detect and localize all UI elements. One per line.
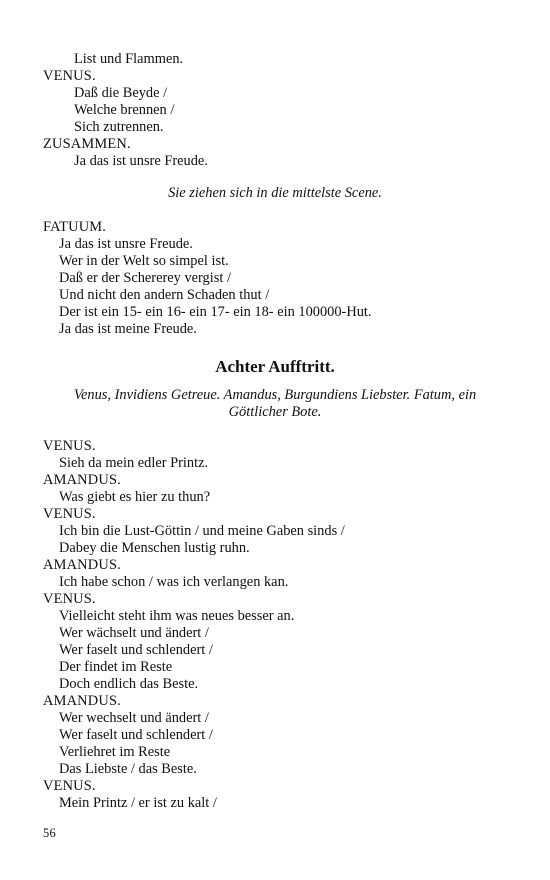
- verse-line: Ja das ist unsre Freude.: [74, 153, 208, 169]
- speaker-name: FATUUM.: [43, 219, 107, 235]
- verse-line: Sieh da mein edler Printz.: [59, 455, 209, 471]
- speaker-name: VENUS.: [43, 591, 96, 607]
- verse-line: Vielleicht steht ihm was neues besser an.: [59, 608, 295, 624]
- speaker-name: AMANDUS.: [43, 472, 121, 488]
- verse-line: Und nicht den andern Schaden thut /: [59, 287, 270, 303]
- verse-line: Verliehret im Reste: [59, 744, 171, 760]
- speaker-name: AMANDUS.: [43, 557, 121, 573]
- verse-line: Wer wächselt und ändert /: [59, 625, 209, 641]
- verse-line: Das Liebste / das Beste.: [59, 761, 197, 777]
- verse-line: Der ist ein 15- ein 16- ein 17- ein 18- ein 100000-Hut.: [59, 304, 372, 320]
- scene-heading: Achter Aufftritt.: [215, 357, 335, 376]
- stage-direction: Sie ziehen sich in die mittelste Scene.: [168, 185, 382, 201]
- cast-list-line: Göttlicher Bote.: [228, 404, 322, 420]
- verse-line: Mein Printz / er ist zu kalt /: [59, 795, 217, 811]
- verse-line: Dabey die Menschen lustig ruhn.: [59, 540, 250, 556]
- verse-line: Wer faselt und schlendert /: [59, 727, 213, 743]
- verse-line: Wer faselt und schlendert /: [59, 642, 213, 658]
- verse-line: List und Flammen.: [74, 51, 184, 67]
- verse-line: Wer in der Welt so simpel ist.: [59, 253, 229, 269]
- speaker-name: VENUS.: [43, 438, 96, 454]
- verse-line: Der findet im Reste: [59, 659, 173, 675]
- cast-list-line: Venus, Invidiens Getreue. Amandus, Burgundiens Liebster. Fatum, ein: [73, 387, 477, 403]
- speaker-name: AMANDUS.: [43, 693, 121, 709]
- verse-line: Was giebt es hier zu thun?: [59, 489, 211, 505]
- speaker-name: VENUS.: [43, 506, 96, 522]
- verse-line: Daß er der Schererey vergist /: [59, 270, 231, 286]
- verse-line: Ja das ist unsre Freude.: [59, 236, 193, 252]
- speaker-name: VENUS.: [43, 68, 96, 84]
- verse-line: Doch endlich das Beste.: [59, 676, 199, 692]
- speaker-name: ZUSAMMEN.: [43, 136, 131, 152]
- page-number: 56: [43, 826, 56, 840]
- verse-line: Ich habe schon / was ich verlangen kan.: [59, 574, 289, 590]
- speaker-name: VENUS.: [43, 778, 96, 794]
- verse-line: Sich zutrennen.: [74, 119, 164, 135]
- verse-line: Ja das ist meine Freude.: [59, 321, 197, 337]
- verse-line: Daß die Beyde /: [74, 85, 168, 101]
- verse-line: Welche brennen /: [74, 102, 175, 118]
- verse-line: Wer wechselt und ändert /: [59, 710, 209, 726]
- verse-line: Ich bin die Lust-Göttin / und meine Gaben sinds /: [59, 523, 345, 539]
